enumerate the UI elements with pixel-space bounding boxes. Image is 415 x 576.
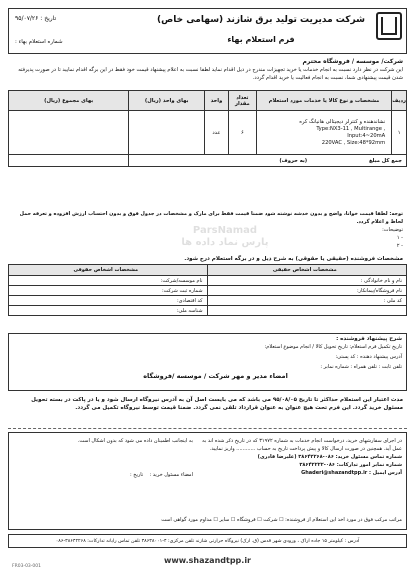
purchase-section — [8, 432, 407, 530]
request-number: شماره استعلام بهاء : — [15, 39, 63, 45]
item-qty: ۶ — [228, 111, 256, 155]
form-header — [8, 8, 407, 54]
intro-text: این شرکت در نظر دارد نسبت به انجام خدمات یا خرید تجهیزات مندرج در ذیل اقدام نماید لطفا نسبت به اعلام پیشنهاد قیمت خود فقط در این برگه اقدام نمایید تا در صورت پذیرفته شدن قیمت پیشنهادی شما، نسبت به انجام فعالیت یا خرید اقدام گردد. — [18, 67, 403, 81]
offer-phones-row[interactable]: تلفن ثابت : تلفن همراه : شماره نمابر : — [320, 364, 402, 370]
buyer-sign-label: امضاء مسئول خرید : تاریخ : — [129, 472, 193, 478]
fax-number: شماره نمابر امور تدارکات: ۰۸۶-۳۸۶۴۲۲۲۲ — [299, 462, 402, 468]
table-row — [9, 111, 407, 155]
shop-name-field[interactable]: نام فروشگاه/پیمانکار: — [207, 286, 406, 296]
purchase-info — [192, 437, 402, 477]
document-code: FR03-03-001 — [12, 564, 42, 569]
national-id-field[interactable]: شناسه ملی: — [9, 306, 208, 316]
email-address: آدرس ایمیل : Ghaderi@shazandtpp.ir — [301, 470, 402, 476]
notes-label: توضیحات: — [382, 227, 403, 233]
grand-total-field[interactable] — [9, 155, 129, 167]
company-name-field[interactable]: نام موسسه/شرکت: — [9, 276, 208, 286]
items-table — [8, 90, 407, 167]
empty-cell — [207, 306, 406, 316]
total-row — [9, 155, 407, 167]
col-header-unit: واحد — [204, 91, 228, 111]
economic-code-field[interactable]: کد اقتصادی: — [9, 296, 208, 306]
item-total-field[interactable] — [9, 111, 129, 155]
greeting: شرکت/ موسسه / فروشگاه محترم — [302, 58, 403, 65]
buyer-sign-area — [13, 437, 193, 479]
offer-title: شرح پیشنهاد فروشنده : — [336, 336, 402, 342]
notes-main: توجه: لطفا قیمت خوانا، واضح و بدون خدشه نوشته شود ضمنا قیمت فقط برای مارک و مشخصات در جدول فوق و بدون احتساب ارزش افزوده و تعرفه حمل لحاظ و اعلام گردد. — [19, 211, 403, 225]
registration-number-field[interactable]: شماره ثبت شرکت: — [9, 286, 208, 296]
offer-section — [8, 333, 407, 391]
offer-dates-row[interactable]: تاریخ تکمیل فرم استعلام: تاریخ تحویل کالا / انجام موضوع استعلام: — [264, 344, 402, 350]
notes-line-2: - ۲ — [396, 243, 403, 249]
national-code-field[interactable]: کد ملی : — [207, 296, 406, 306]
assurance-text: به اینجانب اطمینان داده می شود که بدون اشکال است. — [77, 438, 193, 444]
purchase-text: در اجرای سفارشهای خرید، درخواست انجام خدمات به شماره ۳۱۹۷۲ که در تاریخ ذکر شده اند به عمل آید. همچنین در صورت ارسال کالا و پیش پرداخت تاریخ به حساب ............ واریز نمایید. — [202, 438, 402, 452]
website-link[interactable]: www.shazandtpp.ir — [163, 556, 252, 565]
item-unit: عدد — [204, 111, 228, 155]
divider — [8, 428, 407, 429]
col-header-real-persons: مشخصات اشخاص حقیقی — [207, 265, 406, 276]
total-label: جمع کل مبلغ — [368, 157, 402, 164]
footer-address: آدرس : کیلومتر ۱۵ جاده اراک ، ورودی شهر قدس (ق. ارک) نیروگاه حرارتی شازند تلفن مرکزی: ۴-۳۸۶۳۸۰۰۱ تلفن تماس رایانه تدارکات: ۳۸۶۴۲۲۶۸-۰۸۶ — [8, 534, 407, 548]
company-logo — [376, 12, 402, 40]
col-header-desc: مشخصات و نوع کالا یا خدمات مورد استعلام — [256, 91, 391, 111]
seller-type-checks[interactable]: مراتب مرکب فوق در مورد اخذ این استعلام از فروشنده: ☐ شرکت ☐ فروشگاه ☐ سایر ☐ مداوم مورد گواهی است — [161, 517, 402, 523]
table-row — [9, 306, 407, 316]
watermark: ParsNamad پارس نماد داده ها — [181, 225, 269, 248]
col-header-qty: تعداد مقدار — [228, 91, 256, 111]
persons-table — [8, 264, 407, 316]
validity-notice: مدت اعتبار این استعلام حداکثر تا تاریخ ۹۵/۰۸/۰۵ می باشد که می بایست اصل آن به آدرس نیروگاه ارسال شود و یا در پاکت در بسته تحویل مسئول خرید گردد. این فرم تحت هیچ عنوان به عنوان قرارداد تلقی نمی گردد. ضمنا قیمت توسط نیروگاه تکمیل می گردد. — [31, 397, 403, 411]
table-row — [9, 276, 407, 286]
col-header-row: ردیف — [392, 91, 407, 111]
col-header-unit-price: بهای واحد (ریال) — [129, 91, 205, 111]
buyer-phone: شماره تماس مسئول خرید: ۰۸۶-۳۸۶۴۲۲۶۸ (علیرضا قادری) — [257, 454, 402, 460]
persons-table-title: مشخصات فروشنده (حقیقی یا حقوقی) به شرح ذیل و در برگه استعلام درج شود. — [184, 256, 403, 262]
row-number: ۱ — [392, 111, 407, 155]
table-row — [9, 286, 407, 296]
offer-address-row[interactable]: آدرس پیشنهاد دهنده : کد پستی: — [335, 354, 402, 360]
col-header-total: بهای مجموع (ریال) — [9, 91, 129, 111]
form-title: فرم استعلام بهاء — [227, 35, 295, 44]
company-name: شرکت مدیریت تولید برق شازند (سهامی خاص) — [156, 15, 365, 25]
col-header-legal-persons: مشخصات اشخاص حقوقی — [9, 265, 208, 276]
full-name-field[interactable]: نام و نام خانوادگی : — [207, 276, 406, 286]
item-unit-price-field[interactable] — [129, 111, 205, 155]
item-description: نشاندهنده و کنترلر دیجیتالی هانیانگ کره Type:NX3-11 , Multirange , Input:4~20mA 220VAC , Size:48*92mm — [256, 111, 391, 155]
signature-label: امضاء مدیر و مهر شرکت / موسسه /فروشگاه — [143, 372, 288, 380]
table-row — [9, 296, 407, 306]
notes-line-1: - ۱ — [396, 235, 403, 241]
total-words-label: (به حروف) — [279, 157, 308, 164]
form-date: تاریخ : ۹۵/۰۷/۲۶ — [15, 15, 57, 22]
